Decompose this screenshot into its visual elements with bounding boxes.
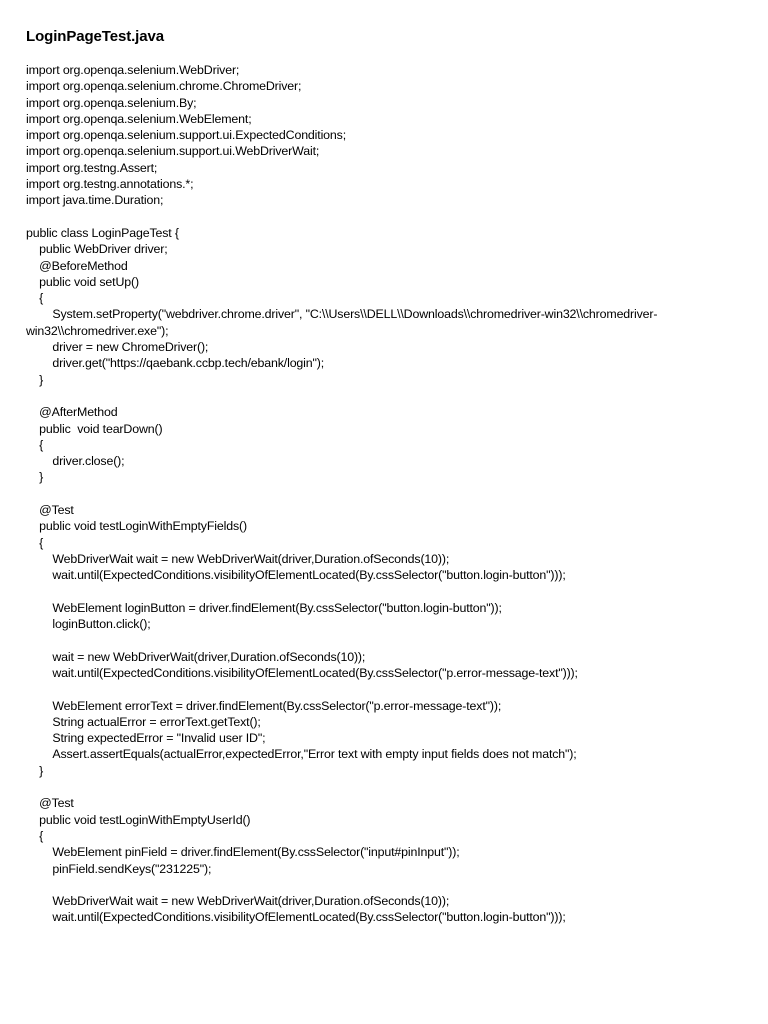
code-line: } bbox=[26, 763, 44, 778]
code-line: import org.openqa.selenium.WebElement; bbox=[26, 111, 252, 126]
code-block bbox=[26, 62, 746, 926]
blank-line bbox=[26, 486, 746, 502]
blank-line bbox=[26, 779, 746, 795]
code-line: { bbox=[26, 291, 44, 306]
code-line: public class LoginPageTest { bbox=[26, 225, 179, 240]
blank-line bbox=[26, 388, 746, 404]
code-line: @BeforeMethod bbox=[26, 258, 128, 273]
code-line: Assert.assertEquals(actualError,expectedError,"Error text with empty input fields does not match"); bbox=[26, 747, 577, 762]
code-line: { bbox=[26, 828, 44, 843]
code-line: WebElement loginButton = driver.findElement(By.cssSelector("button.login-button")); bbox=[26, 600, 502, 615]
code-line: import org.openqa.selenium.chrome.ChromeDriver; bbox=[26, 79, 302, 94]
code-line: wait.until(ExpectedConditions.visibilityOfElementLocated(By.cssSelector("p.error-message-text"))); bbox=[26, 665, 578, 680]
code-line: loginButton.click(); bbox=[26, 617, 151, 632]
code-line: @Test bbox=[26, 796, 74, 811]
code-line: wait = new WebDriverWait(driver,Duration.ofSeconds(10)); bbox=[26, 649, 366, 664]
blank-line bbox=[26, 209, 746, 225]
blank-line bbox=[26, 584, 746, 600]
blank-line bbox=[26, 681, 746, 697]
document-title: LoginPageTest.java bbox=[26, 28, 164, 45]
code-line: public void testLoginWithEmptyFields() bbox=[26, 519, 247, 534]
code-line: wait.until(ExpectedConditions.visibilityOfElementLocated(By.cssSelector("button.login-button"))); bbox=[26, 910, 566, 925]
code-line: String actualError = errorText.getText(); bbox=[26, 714, 261, 729]
code-line: public void setUp() bbox=[26, 274, 139, 289]
code-line: @AfterMethod bbox=[26, 405, 118, 420]
code-line: WebDriverWait wait = new WebDriverWait(driver,Duration.ofSeconds(10)); bbox=[26, 894, 450, 909]
code-line: String expectedError = "Invalid user ID"; bbox=[26, 731, 266, 746]
code-line: public WebDriver driver; bbox=[26, 242, 168, 257]
code-line: @Test bbox=[26, 503, 74, 518]
code-line: { bbox=[26, 535, 44, 550]
code-line: import org.openqa.selenium.By; bbox=[26, 95, 197, 110]
code-line: import org.openqa.selenium.support.ui.WebDriverWait; bbox=[26, 144, 320, 159]
code-line: import java.time.Duration; bbox=[26, 193, 164, 208]
code-line: WebElement errorText = driver.findElement(By.cssSelector("p.error-message-text")); bbox=[26, 698, 502, 713]
code-line: WebDriverWait wait = new WebDriverWait(driver,Duration.ofSeconds(10)); bbox=[26, 551, 450, 566]
code-line: pinField.sendKeys("231225"); bbox=[26, 861, 212, 876]
code-line: public void testLoginWithEmptyUserId() bbox=[26, 812, 251, 827]
blank-line bbox=[26, 632, 746, 648]
code-line: import org.testng.Assert; bbox=[26, 160, 158, 175]
code-line: driver.get("https://qaebank.ccbp.tech/ebank/login"); bbox=[26, 356, 325, 371]
code-line: } bbox=[26, 470, 44, 485]
code-line: driver.close(); bbox=[26, 454, 125, 469]
blank-line bbox=[26, 877, 746, 893]
code-line: import org.testng.annotations.*; bbox=[26, 177, 194, 192]
code-line: wait.until(ExpectedConditions.visibilityOfElementLocated(By.cssSelector("button.login-button"))); bbox=[26, 568, 566, 583]
code-line: { bbox=[26, 437, 44, 452]
code-line: driver = new ChromeDriver(); bbox=[26, 340, 209, 355]
code-line: import org.openqa.selenium.WebDriver; bbox=[26, 63, 240, 77]
code-line: System.setProperty("webdriver.chrome.driver", "C:\\Users\\DELL\\Downloads\\chromedriver-win32\\chromedriver-win32\\chromedriver.exe"); bbox=[26, 307, 658, 338]
code-line: } bbox=[26, 372, 44, 387]
code-line: public void tearDown() bbox=[26, 421, 163, 436]
document-page bbox=[26, 26, 746, 926]
code-line: import org.openqa.selenium.support.ui.ExpectedConditions; bbox=[26, 128, 346, 143]
code-line: WebElement pinField = driver.findElement(By.cssSelector("input#pinInput")); bbox=[26, 845, 460, 860]
